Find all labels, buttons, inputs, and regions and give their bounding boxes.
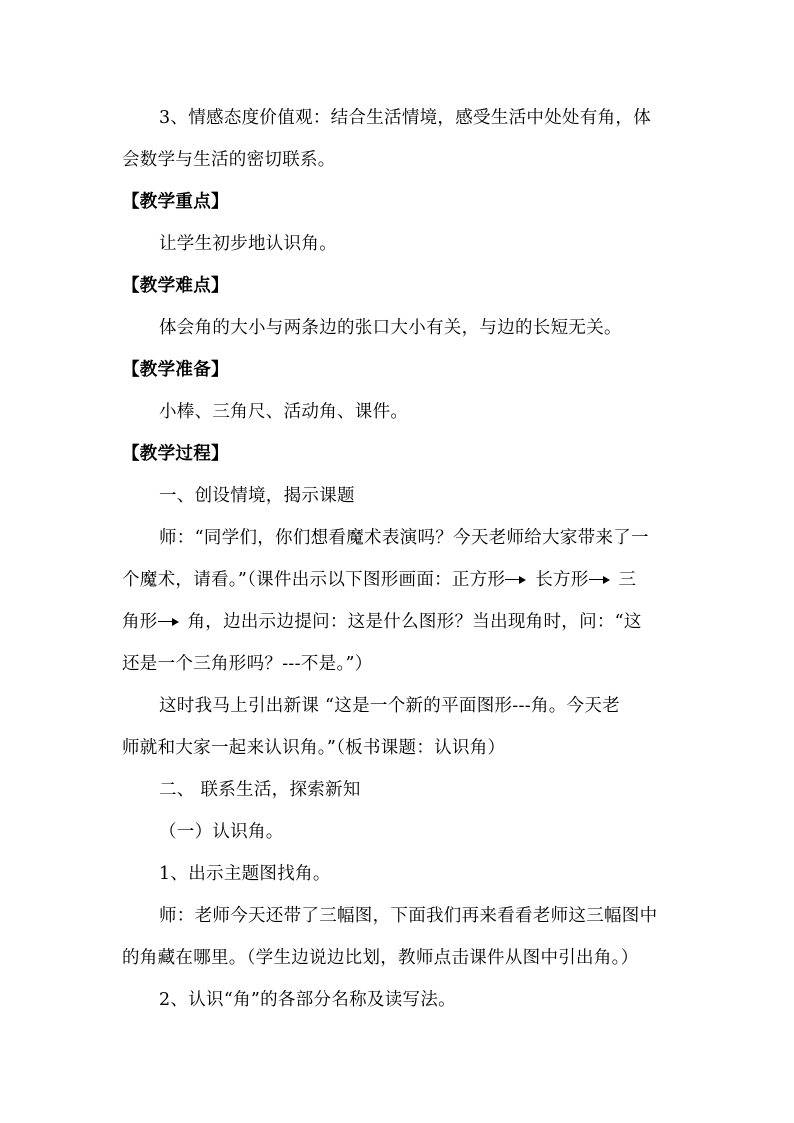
heading-difficulties: 【教学难点】 bbox=[122, 276, 229, 296]
paragraph-1-line-2-part-a: 个魔术，请看。”（课件出示以下图形画面：正方形 bbox=[122, 570, 506, 590]
preparation-text: 小棒、三角尺、活动角、课件。 bbox=[159, 402, 409, 422]
objective-line-2: 会数学与生活的密切联系。 bbox=[122, 150, 336, 170]
paragraph-3-line-2: 的角藏在哪里。（学生边说边比划，教师点击课件从图中引出角。） bbox=[122, 948, 639, 968]
heading-key-points: 【教学重点】 bbox=[122, 192, 229, 212]
paragraph-2-line-2: 师就和大家一起来认识角。”（板书课题：认识角） bbox=[122, 738, 506, 758]
paragraph-1-line-1: 师：“同学们，你们想看魔术表演吗？今天老师给大家带来了一 bbox=[159, 528, 649, 548]
heading-process: 【教学过程】 bbox=[122, 444, 229, 464]
arrow-icon bbox=[589, 568, 611, 592]
objective-line-1: 3、情感态度价值观：结合生活情境，感受生活中处处有角，体 bbox=[159, 108, 652, 128]
item-1: 1、出示主题图找角。 bbox=[159, 864, 331, 884]
paragraph-1-line-2-part-b: 长方形 bbox=[529, 570, 589, 590]
item-2: 2、认识“角”的各部分名称及读写法。 bbox=[159, 990, 456, 1010]
section-2-title: 二、 联系生活，探索新知 bbox=[159, 780, 361, 800]
difficulties-text: 体会角的大小与两条边的张口大小有关，与边的长短无关。 bbox=[159, 318, 622, 338]
paragraph-1-line-3-part-b: 角，边出示边提问：这是什么图形？当出现角时，问：“这 bbox=[181, 612, 642, 632]
key-points-text: 让学生初步地认识角。 bbox=[159, 234, 337, 254]
paragraph-1-line-2-part-c: 三 bbox=[612, 570, 637, 590]
paragraph-3-line-1: 师：老师今天还带了三幅图，下面我们再来看看老师这三幅图中 bbox=[159, 906, 658, 926]
paragraph-1-line-4: 还是一个三角形吗？---不是。”） bbox=[122, 654, 373, 674]
paragraph-1-line-3-part-a: 角形 bbox=[122, 612, 158, 632]
heading-preparation: 【教学准备】 bbox=[122, 360, 229, 380]
paragraph-1-line-2 bbox=[122, 568, 636, 592]
paragraph-1-line-3 bbox=[122, 610, 642, 634]
subsection-1-title: （一）认识角。 bbox=[159, 822, 284, 842]
arrow-icon bbox=[158, 610, 180, 634]
arrow-icon bbox=[505, 568, 527, 592]
paragraph-2-line-1: 这时我马上引出新课 “这是一个新的平面图形---角。今天老 bbox=[159, 696, 620, 716]
section-1-title: 一、创设情境，揭示课题 bbox=[159, 486, 355, 506]
